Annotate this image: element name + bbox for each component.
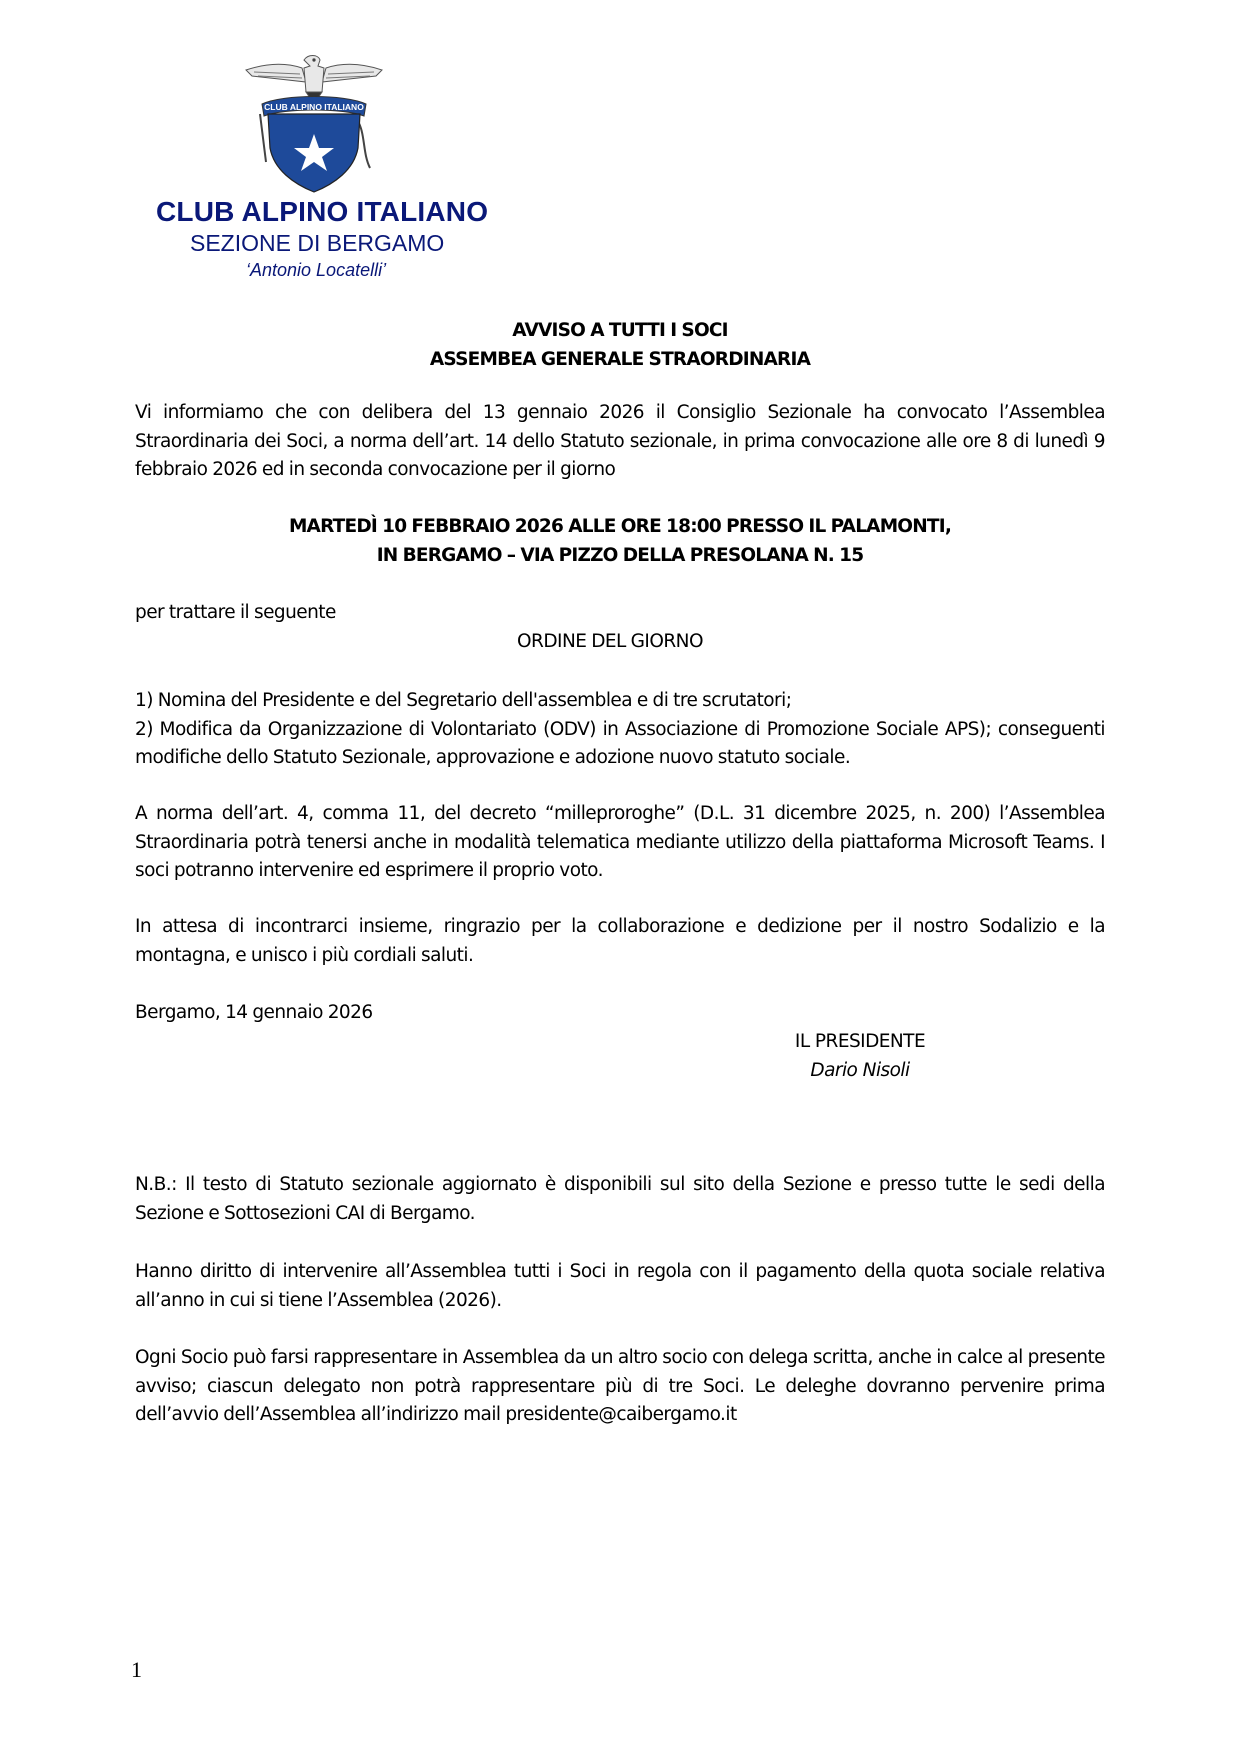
agenda-item: 2) Modifica da Organizzazione di Volontariato (ODV) in Associazione di Promozione Sociale APS); conseguenti modifiche dello Statuto Sezionale, approvazione e adozione nuovo statuto sociale. <box>135 718 1105 769</box>
venue-line2: IN BERGAMO – VIA PIZZO DELLA PRESOLANA N. 15 <box>376 545 864 566</box>
rights-note: Hanno diritto di intervenire all’Assemblea tutti i Soci in regola con il pagamento della quota sociale relativa all’anno in cui si tiene l’Assemblea (2026). <box>135 1261 1105 1311</box>
intro-paragraph: Vi informiamo che con delibera del 13 gennaio 2026 il Consiglio Sezionale ha convocato l’Assemblea Straordinaria dei Soci, a norma dell’art. 14 dello Statuto sezionale, in prima convocazione alle ore 8 di lunedì 9 febbraio 2026 ed in seconda convocazione per il giorno <box>135 402 1105 481</box>
agenda-title: ORDINE DEL GIORNO <box>517 631 703 652</box>
notice-title <box>135 316 1105 374</box>
signature-block <box>760 1028 960 1085</box>
page-number: 1 <box>131 1657 142 1682</box>
agenda-list <box>135 687 1105 773</box>
telematic-paragraph: A norma dell’art. 4, comma 11, del decreto “milleproroghe” (D.L. 31 dicembre 2025, n. 200) l’Assemblea Straordinaria potrà tenersi anche in modalità telematica mediante utilizzo della piattaforma Microsoft Teams. I soci potranno intervenire ed esprimere il proprio voto. <box>135 803 1105 882</box>
venue-line1: MARTEDÌ 10 FEBBRAIO 2026 ALLE ORE 18:00 PRESSO IL PALAMONTI, <box>288 516 952 537</box>
org-name: CLUB ALPINO ITALIANO <box>156 196 489 227</box>
logo-banner-text: CLUB ALPINO ITALIANO <box>264 102 364 112</box>
eagle-icon <box>246 56 382 99</box>
cai-eagle-shield-logo-icon <box>244 52 384 194</box>
treat-intro: per trattare il seguente <box>135 602 336 623</box>
section-dedication: ‘Antonio Locatelli’ <box>246 260 387 280</box>
notice-title-line1: AVVISO A TUTTI I SOCI <box>512 320 728 341</box>
nb-note: N.B.: Il testo di Statuto sezionale aggiornato è disponibili sul sito della Sezione e presso tutte le sedi della Sezione e Sottosezioni CAI di Bergamo. <box>135 1174 1105 1224</box>
signature-role: IL PRESIDENTE <box>794 1031 926 1052</box>
meeting-venue <box>135 512 1105 570</box>
place-date: Bergamo, 14 gennaio 2026 <box>135 1002 373 1023</box>
agenda-item: 1) Nomina del Presidente e del Segretario dell'assemblea e di tre scrutatori; <box>135 690 792 711</box>
notice-title-line2: ASSEMBEA GENERALE STRAORDINARIA <box>429 349 811 370</box>
signature-name: Dario Nisoli <box>810 1059 910 1081</box>
section-name: SEZIONE DI BERGAMO <box>190 230 445 256</box>
thanks-paragraph: In attesa di incontrarci insieme, ringrazio per la collaborazione e dedizione per il nostro Sodalizio e la montagna, e unisco i più cordiali saluti. <box>135 916 1105 966</box>
delegates-note: Ogni Socio può farsi rappresentare in Assemblea da un altro socio con delega scritta, anche in calce al presente avviso; ciascun delegato non potrà rappresentare più di tre Soci. Le deleghe dovranno pervenire prima dell’avvio dell’Assemblea all’indirizzo mail presidente@caibergamo.it <box>135 1347 1105 1426</box>
